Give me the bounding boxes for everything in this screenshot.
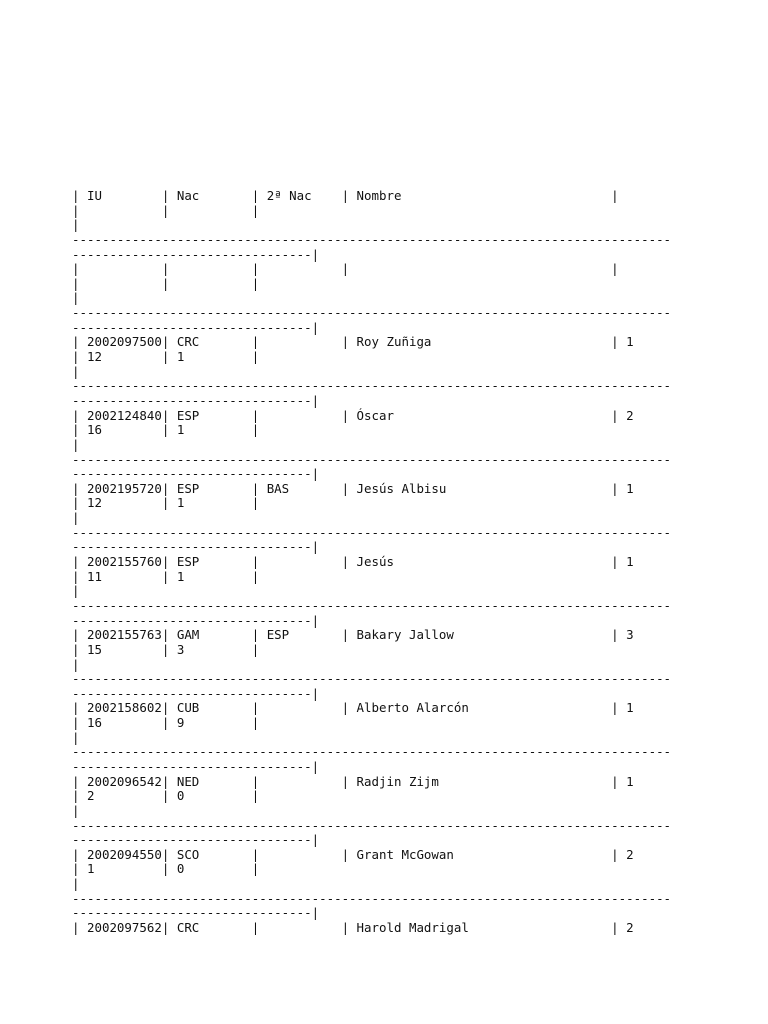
separator-line: --------------------------------| (72, 612, 320, 628)
table-row: | (72, 802, 80, 818)
table-row: | 2002124840| ESP | | Óscar | 2 (72, 407, 634, 423)
separator-line: --------------------------------| (72, 392, 320, 408)
table-row: | (72, 583, 80, 599)
table-row: | 2002094550| SCO | | Grant McGowan | 2 (72, 846, 634, 862)
table-row: | 2002155763| GAM | ESP | Bakary Jallow | 3 (72, 627, 634, 643)
separator-line: -------------------------------------------------------------------------------- (72, 524, 672, 540)
separator-line: -------------------------------------------------------------------------------- (72, 378, 672, 394)
separator-line: --------------------------------| (72, 758, 320, 774)
table-row: | 2002155760| ESP | | Jesús | 1 (72, 554, 634, 570)
separator-line: --------------------------------| (72, 466, 320, 482)
table-row: | 16 | 1 | (72, 422, 260, 438)
table-row: | 2002097500| CRC | | Roy Zuñiga | 1 (72, 334, 634, 350)
table-row: | (72, 876, 80, 892)
separator-line: --------------------------------| (72, 832, 320, 848)
table-row: | | | | | (72, 261, 619, 277)
separator-line: -------------------------------------------------------------------------------- (72, 744, 672, 760)
table-row: | (72, 729, 80, 745)
separator-line: --------------------------------| (72, 685, 320, 701)
ascii-table (72, 189, 696, 936)
separator-line: -------------------------------------------------------------------------------- (72, 817, 672, 833)
table-row: | (72, 510, 80, 526)
table-row: | 12 | 1 | (72, 349, 260, 365)
table-row: | 2002158602| CUB | | Alberto Alarcón | 1 (72, 700, 634, 716)
separator-line: -------------------------------------------------------------------------------- (72, 305, 672, 321)
table-row: | 1 | 0 | (72, 861, 260, 877)
separator-line: -------------------------------------------------------------------------------- (72, 597, 672, 613)
separator-line: --------------------------------| (72, 319, 320, 335)
table-row: | (72, 436, 80, 452)
table-row: | 12 | 1 | (72, 495, 260, 511)
table-row: | (72, 290, 80, 306)
header-line: | | | (72, 202, 260, 218)
header-line: | (72, 217, 80, 233)
table-row: | 2002096542| NED | | Radjin Zijm | 1 (72, 773, 634, 789)
separator-line: -------------------------------------------------------------------------------- (72, 451, 672, 467)
table-row: | 2 | 0 | (72, 788, 260, 804)
table-row: | 11 | 1 | (72, 568, 260, 584)
table-row: | (72, 363, 80, 379)
separator-line: -------------------------------------------------------------------------------- (72, 231, 672, 247)
separator-line: --------------------------------| (72, 246, 320, 262)
separator-line: --------------------------------| (72, 905, 320, 921)
table-row: | 16 | 9 | (72, 715, 260, 731)
table-row: | 15 | 3 | (72, 641, 260, 657)
table-row: | 2002195720| ESP | BAS | Jesús Albisu | 1 (72, 480, 634, 496)
table-row: | | | (72, 275, 260, 291)
table-row: | 2002097562| CRC | | Harold Madrigal | 2 (72, 920, 634, 936)
separator-line: --------------------------------| (72, 539, 320, 555)
table-row: | (72, 656, 80, 672)
separator-line: -------------------------------------------------------------------------------- (72, 890, 672, 906)
header-line: | IU | Nac | 2ª Nac | Nombre | (72, 189, 619, 203)
separator-line: -------------------------------------------------------------------------------- (72, 671, 672, 687)
